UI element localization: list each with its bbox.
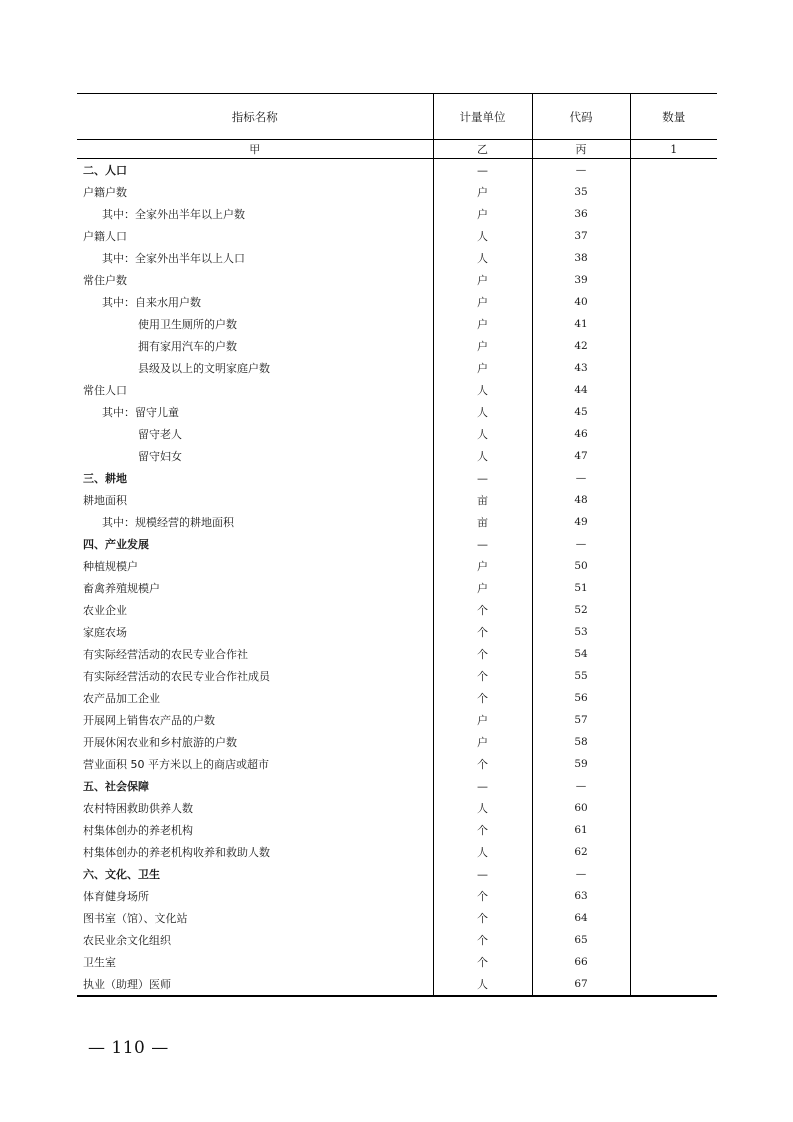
code-cell: — [532,159,630,182]
indicator-name: 农产品加工企业 [83,692,160,705]
indicator-name: 二、人口 [83,164,127,177]
table-row [77,357,717,379]
indicator-name: 三、耕地 [83,472,127,485]
indicator-name: 农业企业 [83,604,127,617]
code-cell: — [532,863,630,885]
code-cell: 61 [532,819,630,841]
subheader-name: 甲 [77,140,433,159]
quantity-cell[interactable] [630,423,717,445]
code-cell: 37 [532,225,630,247]
unit-cell: 户 [433,709,532,731]
section-row [77,533,717,555]
code-cell: 60 [532,797,630,819]
quantity-cell[interactable] [630,797,717,819]
indicator-name: 六、文化、卫生 [83,868,160,881]
quantity-cell[interactable] [630,709,717,731]
indicator-name-cell [77,621,433,643]
quantity-cell[interactable] [630,775,717,797]
indicator-name-cell [77,907,433,929]
code-cell: 66 [532,951,630,973]
code-cell: 59 [532,753,630,775]
indicator-name: 畜禽养殖规模户 [83,582,160,595]
code-cell: 43 [532,357,630,379]
unit-cell: 人 [433,973,532,996]
indicator-name: 开展网上销售农产品的户数 [83,714,215,727]
indicator-name: 户籍户数 [83,186,127,199]
code-cell: 54 [532,643,630,665]
quantity-cell[interactable] [630,621,717,643]
quantity-cell[interactable] [630,225,717,247]
unit-cell: 个 [433,643,532,665]
indicator-name-cell [77,709,433,731]
table-row [77,225,717,247]
indicator-name-cell [77,291,433,313]
quantity-cell[interactable] [630,181,717,203]
table-row [77,907,717,929]
indicator-name-cell [77,489,433,511]
indicator-name-cell [77,313,433,335]
unit-cell: 个 [433,621,532,643]
unit-cell: — [433,467,532,489]
quantity-cell[interactable] [630,379,717,401]
quantity-cell[interactable] [630,951,717,973]
table-row [77,797,717,819]
unit-cell: — [433,159,532,182]
code-cell: — [532,775,630,797]
code-cell: 51 [532,577,630,599]
indicator-name-cell [77,841,433,863]
quantity-cell[interactable] [630,929,717,951]
indicator-name: 村集体创办的养老机构 [83,824,193,837]
indicator-name-cell [77,599,433,621]
quantity-cell[interactable] [630,863,717,885]
table-row [77,181,717,203]
indicator-name-cell [77,753,433,775]
table-row [77,291,717,313]
code-cell: 67 [532,973,630,996]
unit-cell: 人 [433,225,532,247]
indicator-name: 常住人口 [83,384,127,397]
code-cell: 64 [532,907,630,929]
table-row [77,335,717,357]
unit-cell: 人 [433,379,532,401]
unit-cell: 户 [433,203,532,225]
unit-cell: 户 [433,335,532,357]
table-body [77,159,717,997]
quantity-cell[interactable] [630,841,717,863]
code-cell: 38 [532,247,630,269]
quantity-cell[interactable] [630,577,717,599]
indicator-name: 有实际经营活动的农民专业合作社成员 [83,670,270,683]
code-cell: — [532,467,630,489]
indicator-name-cell [77,335,433,357]
code-cell: 41 [532,313,630,335]
unit-cell: 个 [433,929,532,951]
indicator-name-cell [77,379,433,401]
table-row [77,973,717,996]
quantity-cell[interactable] [630,511,717,533]
section-row [77,159,717,182]
table-row [77,555,717,577]
section-row [77,863,717,885]
table-row [77,423,717,445]
table-row [77,445,717,467]
code-cell: 45 [532,401,630,423]
indicator-name: 其中：全家外出半年以上户数 [102,208,245,221]
indicator-name-cell [77,819,433,841]
unit-cell: 户 [433,291,532,313]
indicator-name-cell [77,731,433,753]
page-number: — 110 — [88,1038,169,1058]
table-row [77,951,717,973]
indicator-name: 营业面积 50 平方米以上的商店或超市 [83,758,269,771]
unit-cell: 个 [433,885,532,907]
indicator-name: 有实际经营活动的农民专业合作社 [83,648,248,661]
code-cell: 57 [532,709,630,731]
quantity-cell[interactable] [630,335,717,357]
table-row [77,731,717,753]
quantity-cell[interactable] [630,819,717,841]
unit-cell: 户 [433,313,532,335]
code-cell: 42 [532,335,630,357]
code-cell: 65 [532,929,630,951]
code-cell: 44 [532,379,630,401]
indicator-name-cell [77,775,433,797]
unit-cell: 人 [433,841,532,863]
indicator-name-cell [77,159,433,182]
indicator-name-cell [77,973,433,996]
table-row [77,599,717,621]
unit-cell: 人 [433,445,532,467]
code-cell: 48 [532,489,630,511]
quantity-cell[interactable] [630,269,717,291]
indicator-name-cell [77,929,433,951]
table-row [77,643,717,665]
indicator-name: 户籍人口 [83,230,127,243]
indicator-name-cell [77,511,433,533]
quantity-cell[interactable] [630,203,717,225]
quantity-cell[interactable] [630,907,717,929]
unit-cell: — [433,775,532,797]
indicator-name-cell [77,445,433,467]
indicator-name: 耕地面积 [83,494,127,507]
unit-cell: 人 [433,247,532,269]
indicator-name: 其中：全家外出半年以上人口 [102,252,245,265]
header-unit: 计量单位 [433,94,532,140]
indicator-name: 农民业余文化组织 [83,934,171,947]
indicator-name: 农村特困救助供养人数 [83,802,193,815]
indicator-name-cell [77,467,433,489]
indicator-name-cell [77,401,433,423]
table-row [77,753,717,775]
table-row [77,379,717,401]
code-cell: 40 [532,291,630,313]
unit-cell: 亩 [433,489,532,511]
indicator-name-cell [77,577,433,599]
quantity-cell[interactable] [630,753,717,775]
code-cell: 52 [532,599,630,621]
unit-cell: 人 [433,423,532,445]
table-row [77,511,717,533]
code-cell: 55 [532,665,630,687]
indicator-name-cell [77,555,433,577]
indicator-name: 执业（助理）医师 [83,978,171,991]
code-cell: 58 [532,731,630,753]
indicator-name-cell [77,269,433,291]
indicator-name: 体育健身场所 [83,890,149,903]
section-row [77,467,717,489]
table-row [77,313,717,335]
indicator-name-cell [77,643,433,665]
indicator-name-cell [77,181,433,203]
indicator-name: 其中：留守儿童 [102,406,179,419]
indicator-name-cell [77,863,433,885]
quantity-cell[interactable] [630,291,717,313]
unit-cell: 个 [433,907,532,929]
quantity-cell[interactable] [630,643,717,665]
table-row [77,621,717,643]
table-row [77,269,717,291]
unit-cell: 亩 [433,511,532,533]
indicator-name-cell [77,687,433,709]
table-row [77,841,717,863]
unit-cell: 个 [433,753,532,775]
indicator-name: 留守妇女 [138,450,182,463]
unit-cell: 个 [433,819,532,841]
indicator-name-cell [77,357,433,379]
table-row [77,401,717,423]
indicator-name-cell [77,247,433,269]
indicator-name-cell [77,951,433,973]
indicator-name-cell [77,203,433,225]
table-row [77,929,717,951]
code-cell: 47 [532,445,630,467]
indicator-name: 使用卫生厕所的户数 [138,318,237,331]
table-row [77,709,717,731]
indicator-name: 县级及以上的文明家庭户数 [138,362,270,375]
quantity-cell[interactable] [630,973,717,996]
indicator-name: 拥有家用汽车的户数 [138,340,237,353]
quantity-cell[interactable] [630,687,717,709]
unit-cell: 户 [433,731,532,753]
header-code: 代码 [532,94,630,140]
subheader-code: 丙 [532,140,630,159]
quantity-cell[interactable] [630,533,717,555]
indicator-name: 四、产业发展 [83,538,149,551]
code-cell: 46 [532,423,630,445]
indicator-name: 图书室（馆）、文化站 [83,912,188,925]
quantity-cell[interactable] [630,489,717,511]
subheader-quantity: 1 [630,140,717,159]
indicator-name: 家庭农场 [83,626,127,639]
unit-cell: 个 [433,665,532,687]
table-row [77,665,717,687]
unit-cell: 户 [433,357,532,379]
quantity-cell[interactable] [630,357,717,379]
unit-cell: — [433,863,532,885]
section-row [77,775,717,797]
quantity-cell[interactable] [630,731,717,753]
code-cell: — [532,533,630,555]
code-cell: 36 [532,203,630,225]
code-cell: 49 [532,511,630,533]
table-row [77,687,717,709]
code-cell: 53 [532,621,630,643]
code-cell: 56 [532,687,630,709]
code-cell: 63 [532,885,630,907]
indicator-name-cell [77,797,433,819]
code-cell: 62 [532,841,630,863]
unit-cell: 人 [433,401,532,423]
unit-cell: 个 [433,951,532,973]
code-cell: 39 [532,269,630,291]
unit-cell: 户 [433,577,532,599]
indicator-name: 常住户数 [83,274,127,287]
table-row [77,247,717,269]
unit-cell: 户 [433,555,532,577]
indicator-name-cell [77,533,433,555]
quantity-cell[interactable] [630,401,717,423]
indicator-name: 其中：自来水用户数 [102,296,201,309]
indicator-name: 五、社会保障 [83,780,149,793]
quantity-cell[interactable] [630,467,717,489]
indicator-name: 留守老人 [138,428,182,441]
unit-cell: 人 [433,797,532,819]
unit-cell: 个 [433,687,532,709]
quantity-cell[interactable] [630,599,717,621]
indicator-name: 其中：规模经营的耕地面积 [102,516,234,529]
code-cell: 35 [532,181,630,203]
table-subheader-row [77,140,717,159]
quantity-cell[interactable] [630,313,717,335]
quantity-cell[interactable] [630,665,717,687]
table-row [77,489,717,511]
table-row [77,819,717,841]
subheader-unit: 乙 [433,140,532,159]
unit-cell: 户 [433,269,532,291]
quantity-cell[interactable] [630,885,717,907]
unit-cell: 个 [433,599,532,621]
unit-cell: — [433,533,532,555]
quantity-cell[interactable] [630,247,717,269]
quantity-cell[interactable] [630,555,717,577]
header-indicator-name: 指标名称 [77,94,433,140]
header-quantity: 数量 [630,94,717,140]
indicator-name-cell [77,885,433,907]
table-row [77,885,717,907]
indicator-name-cell [77,665,433,687]
indicator-name-cell [77,423,433,445]
indicator-name-cell [77,225,433,247]
table-row [77,577,717,599]
table-row [77,203,717,225]
table-header-row [77,94,717,140]
unit-cell: 户 [433,181,532,203]
quantity-cell[interactable] [630,159,717,182]
indicator-name: 种植规模户 [83,560,138,573]
code-cell: 50 [532,555,630,577]
quantity-cell[interactable] [630,445,717,467]
indicator-name: 卫生室 [83,956,116,969]
indicator-name: 村集体创办的养老机构收养和救助人数 [83,846,270,859]
indicator-table [77,93,717,997]
indicator-name: 开展休闲农业和乡村旅游的户数 [83,736,237,749]
